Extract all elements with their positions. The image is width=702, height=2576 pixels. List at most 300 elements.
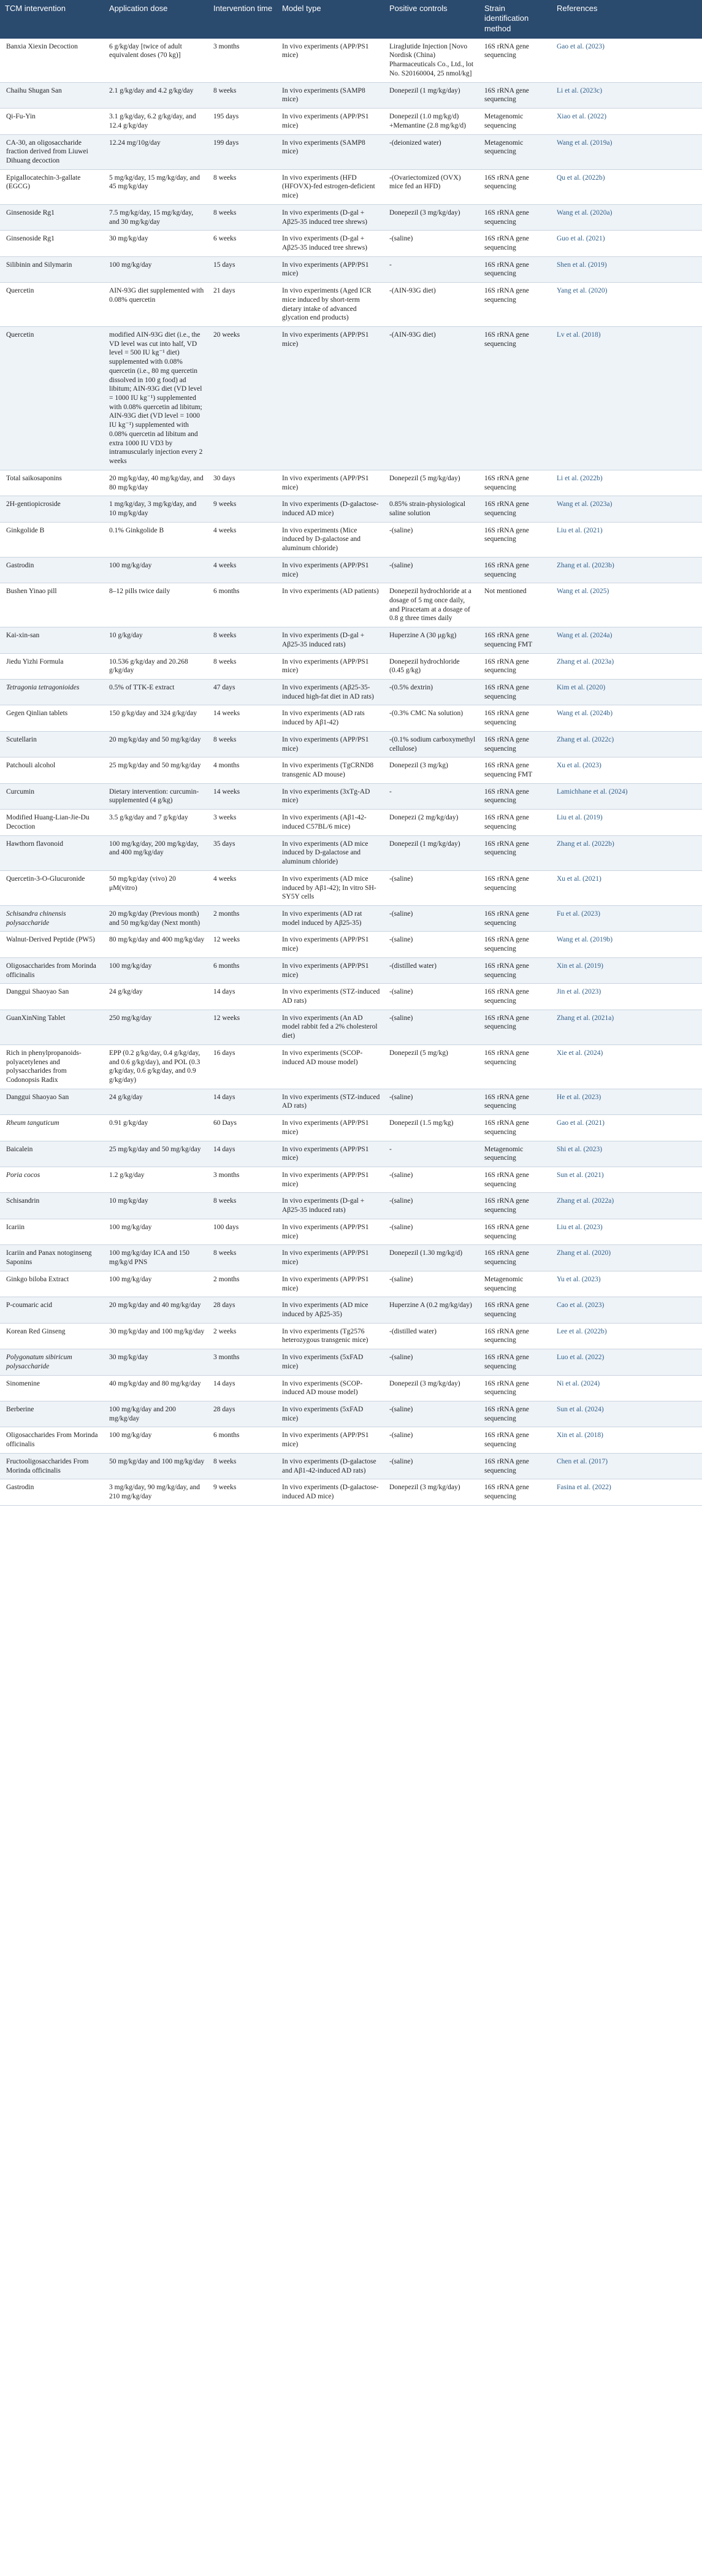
cell-controls: -(saline) <box>384 231 479 256</box>
cell-reference[interactable]: He et al. (2023) <box>552 1089 702 1114</box>
cell-time: 8 weeks <box>208 1245 277 1271</box>
cell-controls: -(saline) <box>384 1089 479 1114</box>
cell-controls: Donepezil (5 mg/kg/day) <box>384 470 479 496</box>
cell-method: 16S rRNA gene sequencing <box>479 231 552 256</box>
cell-reference[interactable]: Sun et al. (2024) <box>552 1401 702 1427</box>
cell-dose: 1.2 g/kg/day <box>104 1167 208 1193</box>
cell-time: 8 weeks <box>208 169 277 204</box>
cell-intervention: Epigallocatechin-3-gallate (EGCG) <box>0 169 104 204</box>
cell-time: 199 days <box>208 134 277 169</box>
cell-reference[interactable]: Chen et al. (2017) <box>552 1453 702 1479</box>
cell-reference[interactable]: Lamichhane et al. (2024) <box>552 783 702 809</box>
cell-controls: Huperzine A (0.2 mg/kg/day) <box>384 1297 479 1323</box>
cell-intervention: Korean Red Ginseng <box>0 1323 104 1349</box>
cell-intervention: Total saikosaponins <box>0 470 104 496</box>
cell-time: 16 days <box>208 1045 277 1089</box>
cell-dose: 100 mg/kg/day ICA and 150 mg/kg/d PNS <box>104 1245 208 1271</box>
cell-model: In vivo experiments (SAMP8 mice) <box>277 82 384 108</box>
cell-method: 16S rRNA gene sequencing <box>479 653 552 679</box>
cell-method: 16S rRNA gene sequencing <box>479 1045 552 1089</box>
table-row <box>0 134 702 169</box>
cell-intervention: Ginsenoside Rg1 <box>0 204 104 230</box>
column-header-model: Model type <box>277 0 384 39</box>
cell-method: 16S rRNA gene sequencing <box>479 810 552 835</box>
cell-model: In vivo experiments (TgCRND8 transgenic AD mouse) <box>277 757 384 783</box>
cell-controls: Donepezil (3 mg/kg/day) <box>384 1479 479 1505</box>
cell-controls: -(saline) <box>384 1010 479 1045</box>
cell-reference[interactable]: Kim et al. (2020) <box>552 680 702 705</box>
cell-time: 15 days <box>208 256 277 282</box>
cell-intervention: P-coumaric acid <box>0 1297 104 1323</box>
cell-controls: 0.85% strain-physiological saline solution <box>384 496 479 522</box>
cell-model: In vivo experiments (D-galactose-induced AD mice) <box>277 496 384 522</box>
cell-reference[interactable]: Liu et al. (2021) <box>552 522 702 557</box>
cell-reference[interactable]: Zhang et al. (2022a) <box>552 1193 702 1219</box>
cell-dose: 5 mg/kg/day, 15 mg/kg/day, and 45 mg/kg/day <box>104 169 208 204</box>
table-row <box>0 470 702 496</box>
cell-controls: -(saline) <box>384 1453 479 1479</box>
cell-intervention: Oligosaccharides from Morinda officinalis <box>0 957 104 983</box>
cell-controls: -(saline) <box>384 1427 479 1453</box>
cell-time: 4 weeks <box>208 522 277 557</box>
cell-time: 195 days <box>208 109 277 134</box>
cell-dose: 50 mg/kg/day (vivo) 20 μM(vitro) <box>104 870 208 905</box>
cell-model: In vivo experiments (APP/PS1 mice) <box>277 470 384 496</box>
cell-model: In vivo experiments (AD mice induced by Aβ25-35) <box>277 1297 384 1323</box>
cell-intervention: Rheum tanguticum <box>0 1115 104 1141</box>
cell-dose: 0.91 g/kg/day <box>104 1115 208 1141</box>
cell-method: 16S rRNA gene sequencing <box>479 1479 552 1505</box>
table-row <box>0 204 702 230</box>
cell-model: In vivo experiments (STZ-induced AD rats) <box>277 984 384 1010</box>
cell-controls: -(saline) <box>384 932 479 957</box>
cell-method: 16S rRNA gene sequencing <box>479 557 552 583</box>
cell-reference[interactable]: Li et al. (2022b) <box>552 470 702 496</box>
cell-controls: -(distilled water) <box>384 1323 479 1349</box>
cell-time: 8 weeks <box>208 204 277 230</box>
cell-method: 16S rRNA gene sequencing <box>479 835 552 870</box>
cell-model: In vivo experiments (Aβ1-42-induced C57BL/6 mice) <box>277 810 384 835</box>
cell-method: 16S rRNA gene sequencing <box>479 1297 552 1323</box>
table-row <box>0 1115 702 1141</box>
cell-method: 16S rRNA gene sequencing <box>479 1401 552 1427</box>
cell-controls: -(AIN-93G diet) <box>384 283 479 327</box>
table-row <box>0 905 702 931</box>
cell-controls: -(saline) <box>384 870 479 905</box>
table-row <box>0 835 702 870</box>
cell-method: Metagenomic sequencing <box>479 1271 552 1297</box>
cell-dose: 150 g/kg/day and 324 g/kg/day <box>104 705 208 731</box>
table-row <box>0 757 702 783</box>
cell-reference[interactable]: Shen et al. (2019) <box>552 256 702 282</box>
cell-method: 16S rRNA gene sequencing <box>479 870 552 905</box>
cell-method: 16S rRNA gene sequencing <box>479 496 552 522</box>
cell-intervention: Quercetin <box>0 327 104 470</box>
cell-reference[interactable]: Wang et al. (2019a) <box>552 134 702 169</box>
cell-reference[interactable]: Lee et al. (2022b) <box>552 1323 702 1349</box>
table-body <box>0 39 702 1505</box>
cell-reference[interactable]: Zhang et al. (2021a) <box>552 1010 702 1045</box>
cell-reference[interactable]: Fasina et al. (2022) <box>552 1479 702 1505</box>
cell-model: In vivo experiments (APP/PS1 mice) <box>277 1245 384 1271</box>
cell-dose: 20 mg/kg/day (Previous month) and 50 mg/kg/day (Next month) <box>104 905 208 931</box>
cell-reference[interactable]: Ni et al. (2024) <box>552 1375 702 1401</box>
cell-method: 16S rRNA gene sequencing <box>479 1089 552 1114</box>
cell-reference[interactable]: Qu et al. (2022b) <box>552 169 702 204</box>
cell-time: 20 weeks <box>208 327 277 470</box>
cell-controls: -(0.5% dextrin) <box>384 680 479 705</box>
cell-intervention: Berberine <box>0 1401 104 1427</box>
table-row <box>0 1245 702 1271</box>
cell-method: 16S rRNA gene sequencing <box>479 932 552 957</box>
cell-reference[interactable]: Shi et al. (2023) <box>552 1141 702 1167</box>
cell-dose: 10.536 g/kg/day and 20.268 g/kg/day <box>104 653 208 679</box>
cell-model: In vivo experiments (D-gal + Aβ25-35 induced rats) <box>277 1193 384 1219</box>
cell-controls: Donepezil (1.5 mg/kg) <box>384 1115 479 1141</box>
cell-method: 16S rRNA gene sequencing <box>479 1375 552 1401</box>
cell-method: 16S rRNA gene sequencing <box>479 327 552 470</box>
cell-controls: Donepezi (2 mg/kg/day) <box>384 810 479 835</box>
cell-method: 16S rRNA gene sequencing <box>479 1193 552 1219</box>
cell-dose: 3 mg/kg/day, 90 mg/kg/day, and 210 mg/kg/day <box>104 1479 208 1505</box>
cell-method: 16S rRNA gene sequencing <box>479 957 552 983</box>
cell-model: In vivo experiments (3xTg-AD mice) <box>277 783 384 809</box>
table-header-row <box>0 0 702 39</box>
cell-model: In vivo experiments (APP/PS1 mice) <box>277 256 384 282</box>
cell-reference[interactable]: Sun et al. (2021) <box>552 1167 702 1193</box>
cell-method: 16S rRNA gene sequencing <box>479 984 552 1010</box>
cell-reference[interactable]: Wang et al. (2024a) <box>552 627 702 653</box>
cell-dose: AIN-93G diet supplemented with 0.08% quercetin <box>104 283 208 327</box>
cell-dose: 80 mg/kg/day and 400 mg/kg/day <box>104 932 208 957</box>
cell-intervention: Ginkgolide B <box>0 522 104 557</box>
table-row <box>0 1219 702 1244</box>
cell-dose: 3.5 g/kg/day and 7 g/kg/day <box>104 810 208 835</box>
table-row <box>0 522 702 557</box>
cell-reference[interactable]: Xie et al. (2024) <box>552 1045 702 1089</box>
cell-method: 16S rRNA gene sequencing <box>479 1245 552 1271</box>
cell-model: In vivo experiments (D-gal + Aβ25-35 induced rats) <box>277 627 384 653</box>
table-row <box>0 731 702 757</box>
cell-reference[interactable]: Zhang et al. (2022b) <box>552 835 702 870</box>
cell-model: In vivo experiments (D-gal + Aβ25-35 induced tree shrews) <box>277 204 384 230</box>
cell-time: 9 weeks <box>208 496 277 522</box>
cell-controls: - <box>384 1141 479 1167</box>
cell-time: 8 weeks <box>208 653 277 679</box>
cell-time: 3 months <box>208 1167 277 1193</box>
cell-controls: -(distilled water) <box>384 957 479 983</box>
table-row <box>0 327 702 470</box>
cell-time: 2 weeks <box>208 1323 277 1349</box>
cell-method: Metagenomic sequencing <box>479 109 552 134</box>
cell-dose: 100 mg/kg/day <box>104 557 208 583</box>
table-row <box>0 870 702 905</box>
table-row <box>0 557 702 583</box>
cell-intervention: CA-30, an oligosaccharide fraction derived from Liuwei Dihuang decoction <box>0 134 104 169</box>
table-row <box>0 1349 702 1375</box>
cell-reference[interactable]: Zhang et al. (2020) <box>552 1245 702 1271</box>
cell-intervention: Schisandrin <box>0 1193 104 1219</box>
cell-intervention: Oligosaccharides From Morinda officinalis <box>0 1427 104 1453</box>
cell-method: 16S rRNA gene sequencing <box>479 1115 552 1141</box>
cell-reference[interactable]: Xu et al. (2023) <box>552 757 702 783</box>
cell-dose: 10 mg/kg/day <box>104 1193 208 1219</box>
cell-reference[interactable]: Wang et al. (2020a) <box>552 204 702 230</box>
cell-intervention: Modified Huang-Lian-Jie-Du Decoction <box>0 810 104 835</box>
cell-reference[interactable]: Lv et al. (2018) <box>552 327 702 470</box>
cell-time: 8 weeks <box>208 1193 277 1219</box>
cell-time: 14 days <box>208 1375 277 1401</box>
cell-intervention: 2H-gentiopicroside <box>0 496 104 522</box>
cell-controls: -(saline) <box>384 984 479 1010</box>
cell-dose: 24 g/kg/day <box>104 984 208 1010</box>
cell-dose: 25 mg/kg/day and 50 mg/kg/day <box>104 1141 208 1167</box>
cell-intervention: Ginkgo biloba Extract <box>0 1271 104 1297</box>
cell-time: 8 weeks <box>208 82 277 108</box>
table-row <box>0 1045 702 1089</box>
cell-controls: - <box>384 256 479 282</box>
cell-model: In vivo experiments (APP/PS1 mice) <box>277 932 384 957</box>
table-row <box>0 1375 702 1401</box>
table-row <box>0 1297 702 1323</box>
cell-time: 21 days <box>208 283 277 327</box>
table-row <box>0 957 702 983</box>
cell-time: 30 days <box>208 470 277 496</box>
cell-time: 14 days <box>208 1141 277 1167</box>
cell-dose: EPP (0.2 g/kg/day, 0.4 g/kg/day, and 0.6 g/kg/day), and POL (0.3 g/kg/day, 0.6 g/kg/day, and 0.9 g/kg/day) <box>104 1045 208 1089</box>
table-row <box>0 169 702 204</box>
cell-model: In vivo experiments (AD rat model induced by Aβ25-35) <box>277 905 384 931</box>
cell-model: In vivo experiments (APP/PS1 mice) <box>277 1115 384 1141</box>
column-header-dose: Application dose <box>104 0 208 39</box>
cell-controls: -(0.3% CMC Na solution) <box>384 705 479 731</box>
cell-model: In vivo experiments (5xFAD mice) <box>277 1349 384 1375</box>
cell-reference[interactable]: Xiao et al. (2022) <box>552 109 702 134</box>
cell-dose: 250 mg/kg/day <box>104 1010 208 1045</box>
table-row <box>0 705 702 731</box>
cell-controls: Donepezil (1.30 mg/kg/d) <box>384 1245 479 1271</box>
cell-controls: Donepezil (1 mg/kg/day) <box>384 835 479 870</box>
cell-controls: -(saline) <box>384 1219 479 1244</box>
table-row <box>0 984 702 1010</box>
cell-model: In vivo experiments (D-galactose-induced AD mice) <box>277 1479 384 1505</box>
cell-reference[interactable]: Yang et al. (2020) <box>552 283 702 327</box>
cell-dose: 8–12 pills twice daily <box>104 583 208 627</box>
cell-method: 16S rRNA gene sequencing <box>479 82 552 108</box>
cell-time: 60 Days <box>208 1115 277 1141</box>
cell-dose: 25 mg/kg/day and 50 mg/kg/day <box>104 757 208 783</box>
cell-reference[interactable]: Xin et al. (2019) <box>552 957 702 983</box>
cell-model: In vivo experiments (APP/PS1 mice) <box>277 653 384 679</box>
cell-intervention: GuanXinNing Tablet <box>0 1010 104 1045</box>
cell-time: 8 weeks <box>208 731 277 757</box>
cell-method: 16S rRNA gene sequencing <box>479 783 552 809</box>
cell-reference[interactable]: Xin et al. (2018) <box>552 1427 702 1453</box>
table-row <box>0 653 702 679</box>
cell-controls: Liraglutide Injection [Novo Nordisk (China) Pharmaceuticals Co., Ltd., lot No. S20160004, 25 nmol/kg] <box>384 39 479 82</box>
cell-reference[interactable]: Zhang et al. (2023b) <box>552 557 702 583</box>
cell-reference[interactable]: Wang et al. (2023a) <box>552 496 702 522</box>
cell-controls: -(Ovariectomized (OVX) mice fed an HFD) <box>384 169 479 204</box>
cell-method: 16S rRNA gene sequencing <box>479 256 552 282</box>
cell-method: 16S rRNA gene sequencing <box>479 1323 552 1349</box>
cell-model: In vivo experiments (AD mice induced by Aβ1-42); In vitro SH-SY5Y cells <box>277 870 384 905</box>
cell-controls: Donepezil (3 mg/kg) <box>384 757 479 783</box>
cell-dose: 100 mg/kg/day <box>104 256 208 282</box>
cell-method: 16S rRNA gene sequencing <box>479 1167 552 1193</box>
cell-method: 16S rRNA gene sequencing <box>479 169 552 204</box>
cell-reference[interactable]: Guo et al. (2021) <box>552 231 702 256</box>
cell-controls: -(deionized water) <box>384 134 479 169</box>
cell-controls: -(saline) <box>384 1193 479 1219</box>
cell-controls: Donepezil hydrochloride (0.45 g/kg) <box>384 653 479 679</box>
cell-model: In vivo experiments (AD mice induced by D-galactose and aluminum chloride) <box>277 835 384 870</box>
cell-intervention: Polygonatum sibiricum polysaccharide <box>0 1349 104 1375</box>
cell-intervention: Curcumin <box>0 783 104 809</box>
cell-controls: -(saline) <box>384 557 479 583</box>
cell-reference[interactable]: Yu et al. (2023) <box>552 1271 702 1297</box>
cell-time: 8 weeks <box>208 1453 277 1479</box>
cell-intervention: Jiedu Yizhi Formula <box>0 653 104 679</box>
cell-intervention: Walnut-Derived Peptide (PW5) <box>0 932 104 957</box>
cell-model: In vivo experiments (STZ-induced AD rats) <box>277 1089 384 1114</box>
cell-intervention: Danggui Shaoyao San <box>0 1089 104 1114</box>
cell-time: 14 weeks <box>208 705 277 731</box>
table-row <box>0 283 702 327</box>
cell-controls: Donepezil (3 mg/kg/day) <box>384 204 479 230</box>
cell-dose: 100 mg/kg/day <box>104 1219 208 1244</box>
table-row <box>0 1141 702 1167</box>
table-row <box>0 583 702 627</box>
cell-dose: 24 g/kg/day <box>104 1089 208 1114</box>
cell-time: 3 months <box>208 39 277 82</box>
table-row <box>0 810 702 835</box>
cell-time: 4 weeks <box>208 557 277 583</box>
cell-time: 14 days <box>208 1089 277 1114</box>
cell-controls: Donepezil (1 mg/kg/day) <box>384 82 479 108</box>
cell-method: 16S rRNA gene sequencing <box>479 680 552 705</box>
cell-model: In vivo experiments (SAMP8 mice) <box>277 134 384 169</box>
cell-method: 16S rRNA gene sequencing FMT <box>479 627 552 653</box>
cell-intervention: Schisandra chinensis polysaccharide <box>0 905 104 931</box>
cell-model: In vivo experiments (AD patients) <box>277 583 384 627</box>
table-row <box>0 1193 702 1219</box>
cell-controls: -(saline) <box>384 1271 479 1297</box>
cell-intervention: Danggui Shaoyao San <box>0 984 104 1010</box>
table-row <box>0 496 702 522</box>
cell-method: 16S rRNA gene sequencing <box>479 705 552 731</box>
cell-time: 8 weeks <box>208 627 277 653</box>
table-row <box>0 1427 702 1453</box>
cell-reference[interactable]: Wang et al. (2019b) <box>552 932 702 957</box>
cell-reference[interactable]: Liu et al. (2023) <box>552 1219 702 1244</box>
cell-intervention: Quercetin <box>0 283 104 327</box>
table-row <box>0 256 702 282</box>
cell-model: In vivo experiments (5xFAD mice) <box>277 1401 384 1427</box>
cell-controls: -(0.1% sodium carboxymethyl cellulose) <box>384 731 479 757</box>
cell-controls: -(AIN-93G diet) <box>384 327 479 470</box>
cell-model: In vivo experiments (Aβ25-35-induced high-fat diet in AD rats) <box>277 680 384 705</box>
cell-reference[interactable]: Li et al. (2023c) <box>552 82 702 108</box>
cell-reference[interactable]: Gao et al. (2023) <box>552 39 702 82</box>
cell-time: 14 days <box>208 984 277 1010</box>
cell-model: In vivo experiments (APP/PS1 mice) <box>277 1271 384 1297</box>
cell-model: In vivo experiments (APP/PS1 mice) <box>277 731 384 757</box>
cell-dose: 30 mg/kg/day and 100 mg/kg/day <box>104 1323 208 1349</box>
cell-model: In vivo experiments (APP/PS1 mice) <box>277 1167 384 1193</box>
cell-model: In vivo experiments (Aged ICR mice induced by short-term dietary intake of advanced glycation end products) <box>277 283 384 327</box>
cell-reference[interactable]: Wang et al. (2024b) <box>552 705 702 731</box>
column-header-intervention: TCM intervention <box>0 0 104 39</box>
cell-time: 47 days <box>208 680 277 705</box>
cell-time: 12 weeks <box>208 1010 277 1045</box>
cell-model: In vivo experiments (D-galactose and Aβ1-42-induced AD rats) <box>277 1453 384 1479</box>
cell-controls: -(saline) <box>384 522 479 557</box>
cell-reference[interactable]: Zhang et al. (2023a) <box>552 653 702 679</box>
cell-reference[interactable]: Cao et al. (2023) <box>552 1297 702 1323</box>
cell-method: Metagenomic sequencing <box>479 134 552 169</box>
cell-model: In vivo experiments (SCOP-induced AD mouse model) <box>277 1375 384 1401</box>
cell-controls: -(saline) <box>384 1349 479 1375</box>
cell-reference[interactable]: Xu et al. (2021) <box>552 870 702 905</box>
cell-dose: 20 mg/kg/day and 50 mg/kg/day <box>104 731 208 757</box>
table-row <box>0 1271 702 1297</box>
cell-dose: 0.1% Ginkgolide B <box>104 522 208 557</box>
table-row <box>0 39 702 82</box>
cell-intervention: Tetragonia tetragonioides <box>0 680 104 705</box>
cell-dose: 100 mg/kg/day, 200 mg/kg/day, and 400 mg/kg/day <box>104 835 208 870</box>
cell-dose: 50 mg/kg/day and 100 mg/kg/day <box>104 1453 208 1479</box>
cell-model: In vivo experiments (APP/PS1 mice) <box>277 39 384 82</box>
cell-reference[interactable]: Jin et al. (2023) <box>552 984 702 1010</box>
cell-intervention: Gastrodin <box>0 557 104 583</box>
cell-dose: 100 mg/kg/day and 200 mg/kg/day <box>104 1401 208 1427</box>
cell-controls: Donepezil hydrochloride at a dosage of 5 mg once daily, and Piracetam at a dosage of 0.8 g three times daily <box>384 583 479 627</box>
cell-dose: 1 mg/kg/day, 3 mg/kg/day, and 10 mg/kg/day <box>104 496 208 522</box>
cell-dose: 20 mg/kg/day and 40 mg/kg/day <box>104 1297 208 1323</box>
cell-intervention: Scutellarin <box>0 731 104 757</box>
cell-time: 2 months <box>208 905 277 931</box>
cell-reference[interactable]: Wang et al. (2025) <box>552 583 702 627</box>
cell-time: 28 days <box>208 1401 277 1427</box>
cell-reference[interactable]: Zhang et al. (2022c) <box>552 731 702 757</box>
column-header-controls: Positive controls <box>384 0 479 39</box>
table-row <box>0 1010 702 1045</box>
column-header-references: References <box>552 0 702 39</box>
cell-reference[interactable]: Gao et al. (2021) <box>552 1115 702 1141</box>
cell-dose: 40 mg/kg/day and 80 mg/kg/day <box>104 1375 208 1401</box>
cell-method: 16S rRNA gene sequencing <box>479 283 552 327</box>
cell-time: 35 days <box>208 835 277 870</box>
cell-reference[interactable]: Luo et al. (2022) <box>552 1349 702 1375</box>
cell-intervention: Qi-Fu-Yin <box>0 109 104 134</box>
cell-dose: 2.1 g/kg/day and 4.2 g/kg/day <box>104 82 208 108</box>
cell-intervention: Silibinin and Silymarin <box>0 256 104 282</box>
cell-method: Metagenomic sequencing <box>479 1141 552 1167</box>
cell-reference[interactable]: Fu et al. (2023) <box>552 905 702 931</box>
cell-intervention: Bushen Yinao pill <box>0 583 104 627</box>
cell-method: Not mentioned <box>479 583 552 627</box>
cell-time: 14 weeks <box>208 783 277 809</box>
table-row <box>0 109 702 134</box>
cell-reference[interactable]: Liu et al. (2019) <box>552 810 702 835</box>
cell-model: In vivo experiments (APP/PS1 mice) <box>277 1219 384 1244</box>
cell-controls: -(saline) <box>384 1401 479 1427</box>
cell-time: 9 weeks <box>208 1479 277 1505</box>
table-row <box>0 231 702 256</box>
cell-controls: Donepezil (5 mg/kg) <box>384 1045 479 1089</box>
table-row <box>0 627 702 653</box>
